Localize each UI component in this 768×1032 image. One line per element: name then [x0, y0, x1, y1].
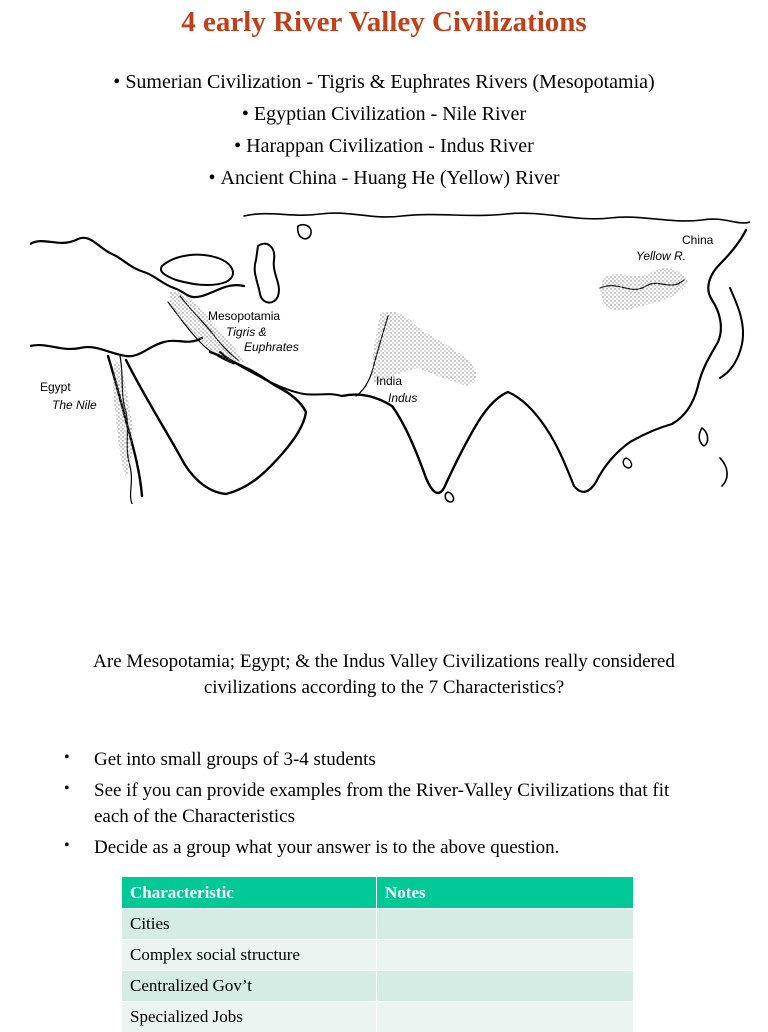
coastline-arabia — [126, 352, 306, 494]
label-egypt: Egypt — [40, 380, 71, 394]
label-mesopotamia: Mesopotamia — [208, 309, 280, 323]
notes-cell[interactable] — [377, 909, 634, 940]
label-china: China — [682, 233, 714, 247]
notes-cell[interactable] — [377, 1002, 634, 1032]
label-nile: The Nile — [52, 398, 97, 412]
coastline-north-africa — [30, 338, 202, 356]
caspian-sea — [255, 244, 279, 303]
discussion-question: Are Mesopotamia; Egypt; & the Indus Valley Civilizations really considered civilizations according to the 7 Characteristics? — [60, 649, 708, 701]
table-row — [122, 971, 634, 1002]
instruction-item: • Get into small groups of 3-4 students — [62, 747, 702, 773]
notes-cell[interactable] — [377, 940, 634, 971]
characteristic-cell: Centralized Gov’t — [122, 971, 377, 1002]
characteristics-table — [122, 877, 634, 1032]
characteristic-cell: Cities — [122, 909, 377, 940]
table-row — [122, 909, 634, 940]
label-india: India — [376, 374, 402, 388]
island-philippines — [720, 458, 727, 486]
column-header-notes: Notes — [377, 877, 634, 909]
river-valleys-map — [30, 196, 750, 504]
label-yellow-river: Yellow R. — [636, 249, 686, 263]
coastline-north — [244, 213, 750, 223]
nile-valley-region — [113, 358, 133, 478]
notes-cell[interactable] — [377, 971, 634, 1002]
japan — [720, 288, 743, 378]
instruction-list — [62, 747, 702, 866]
label-indus: Indus — [388, 391, 417, 405]
civilization-list — [0, 66, 768, 194]
label-tigris: Tigris & — [226, 325, 267, 339]
page-title: 4 early River Valley Civilizations — [0, 2, 768, 42]
table-row — [122, 940, 634, 971]
civilization-item: • Ancient China - Huang He (Yellow) River — [0, 162, 768, 194]
civilization-item: • Egyptian Civilization - Nile River — [0, 98, 768, 130]
label-euphrates: Euphrates — [244, 340, 299, 354]
table-header-row — [122, 877, 634, 909]
column-header-characteristic: Characteristic — [122, 877, 377, 909]
island-hainan — [623, 458, 631, 468]
instruction-item: • See if you can provide examples from the River-Valley Civilizations that fit each of the Characteristics — [62, 778, 702, 830]
black-sea — [161, 255, 233, 285]
yellow-river-region — [601, 268, 688, 310]
coastline-southeast-asia — [508, 230, 746, 492]
civilization-item: • Harappan Civilization - Indus River — [0, 130, 768, 162]
instruction-item: • Decide as a group what your answer is to the above question. — [62, 835, 702, 861]
characteristic-cell: Complex social structure — [122, 940, 377, 971]
characteristic-cell: Specialized Jobs — [122, 1002, 377, 1032]
island-taiwan — [699, 428, 707, 446]
civilization-item: • Sumerian Civilization - Tigris & Euphrates Rivers (Mesopotamia) — [0, 66, 768, 98]
aral-sea — [298, 225, 311, 239]
coastline-india — [342, 392, 508, 493]
table-row — [122, 1002, 634, 1032]
island-sri-lanka — [445, 492, 453, 502]
coastline-europe — [30, 238, 244, 297]
